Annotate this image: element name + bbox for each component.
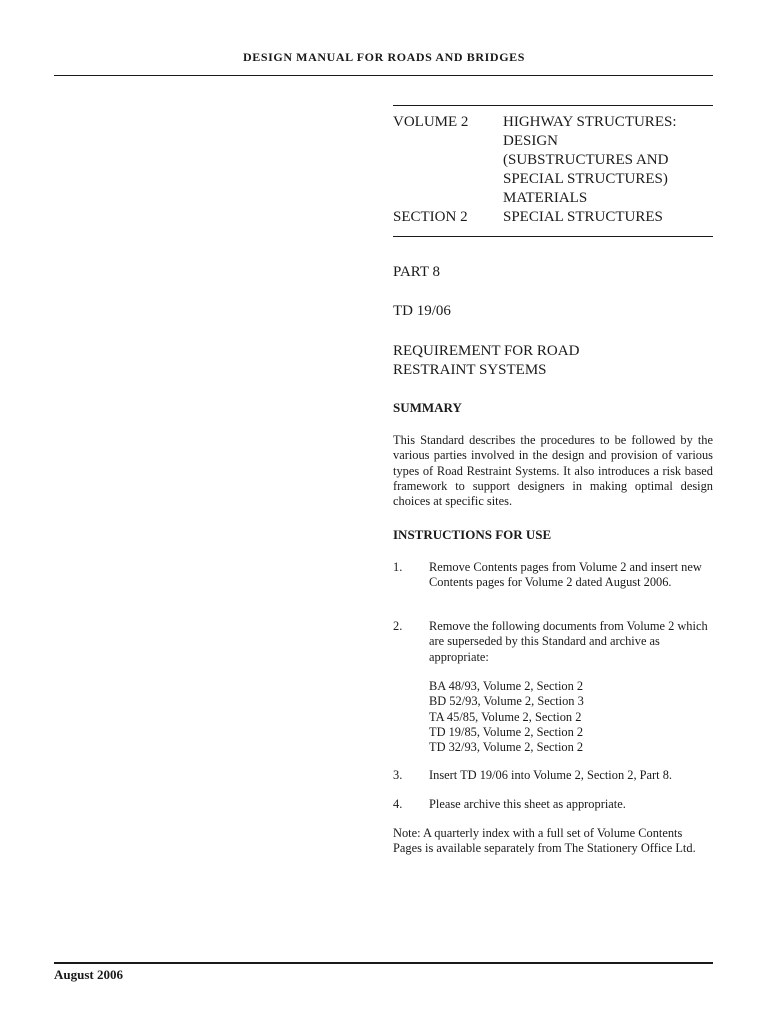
volume-title-line: DESIGN bbox=[503, 133, 558, 149]
superseded-document: BA 48/93, Volume 2, Section 2 bbox=[429, 679, 584, 693]
instruction-number: 4. bbox=[393, 797, 403, 811]
instruction-item bbox=[393, 797, 713, 812]
instruction-item bbox=[393, 560, 713, 591]
section-row bbox=[393, 208, 713, 227]
instruction-text: Remove the following documents from Volume 2 which are superseded by this Standard and archive as appropriate: bbox=[429, 619, 708, 664]
superseded-document: BD 52/93, Volume 2, Section 3 bbox=[429, 694, 584, 709]
volume-title bbox=[503, 113, 713, 208]
volume-bottom-rule bbox=[393, 236, 713, 237]
instruction-number: 3. bbox=[393, 768, 403, 782]
volume-label: VOLUME 2 bbox=[393, 114, 469, 130]
superseded-document: TD 19/85, Volume 2, Section 2 bbox=[429, 724, 584, 739]
section-title: SPECIAL STRUCTURES bbox=[503, 209, 663, 225]
volume-title-line: MATERIALS bbox=[503, 190, 588, 206]
doc-title-line: REQUIREMENT FOR ROAD bbox=[393, 343, 580, 359]
superseded-document: TD 32/93, Volume 2, Section 2 bbox=[429, 740, 584, 755]
instruction-item bbox=[393, 619, 713, 665]
superseded-document: TA 45/85, Volume 2, Section 2 bbox=[429, 709, 582, 724]
instructions-heading: INSTRUCTIONS FOR USE bbox=[393, 527, 552, 542]
instruction-item bbox=[393, 768, 713, 783]
summary-text: This Standard describes the procedures to be followed by the various parties involved in the design and provision of various types of Road Restraint Systems. It also introduces a risk based framework to support designers in making optimal design choices at specific sites. bbox=[393, 433, 713, 509]
volume-title-line: (SUBSTRUCTURES AND bbox=[503, 152, 669, 168]
doc-title-line: RESTRAINT SYSTEMS bbox=[393, 362, 547, 378]
part-label: PART 8 bbox=[393, 264, 441, 280]
superseded-documents-list bbox=[429, 679, 713, 755]
instruction-number: 1. bbox=[393, 560, 403, 574]
instruction-number: 2. bbox=[393, 619, 403, 633]
doc-code: TD 19/06 bbox=[393, 303, 451, 319]
header-rule bbox=[54, 75, 713, 76]
instruction-text: Please archive this sheet as appropriate. bbox=[429, 797, 626, 811]
volume-row bbox=[393, 113, 713, 208]
footer-rule bbox=[54, 962, 713, 964]
volume-top-rule bbox=[393, 105, 713, 106]
section-label: SECTION 2 bbox=[393, 209, 468, 225]
doc-title bbox=[393, 342, 713, 380]
instruction-text: Insert TD 19/06 into Volume 2, Section 2, Part 8. bbox=[429, 768, 672, 782]
volume-title-line: SPECIAL STRUCTURES) bbox=[503, 171, 668, 187]
instruction-text: Remove Contents pages from Volume 2 and insert new Contents pages for Volume 2 dated August 2006. bbox=[429, 560, 702, 590]
volume-block bbox=[393, 113, 713, 227]
summary-heading: SUMMARY bbox=[393, 400, 462, 415]
volume-title-line: HIGHWAY STRUCTURES: bbox=[503, 114, 677, 130]
note-text: Note: A quarterly index with a full set of Volume Contents Pages is available separately from The Stationery Office Ltd. bbox=[393, 826, 696, 856]
footer-date: August 2006 bbox=[54, 967, 123, 982]
manual-title: DESIGN MANUAL FOR ROADS AND BRIDGES bbox=[242, 50, 526, 64]
